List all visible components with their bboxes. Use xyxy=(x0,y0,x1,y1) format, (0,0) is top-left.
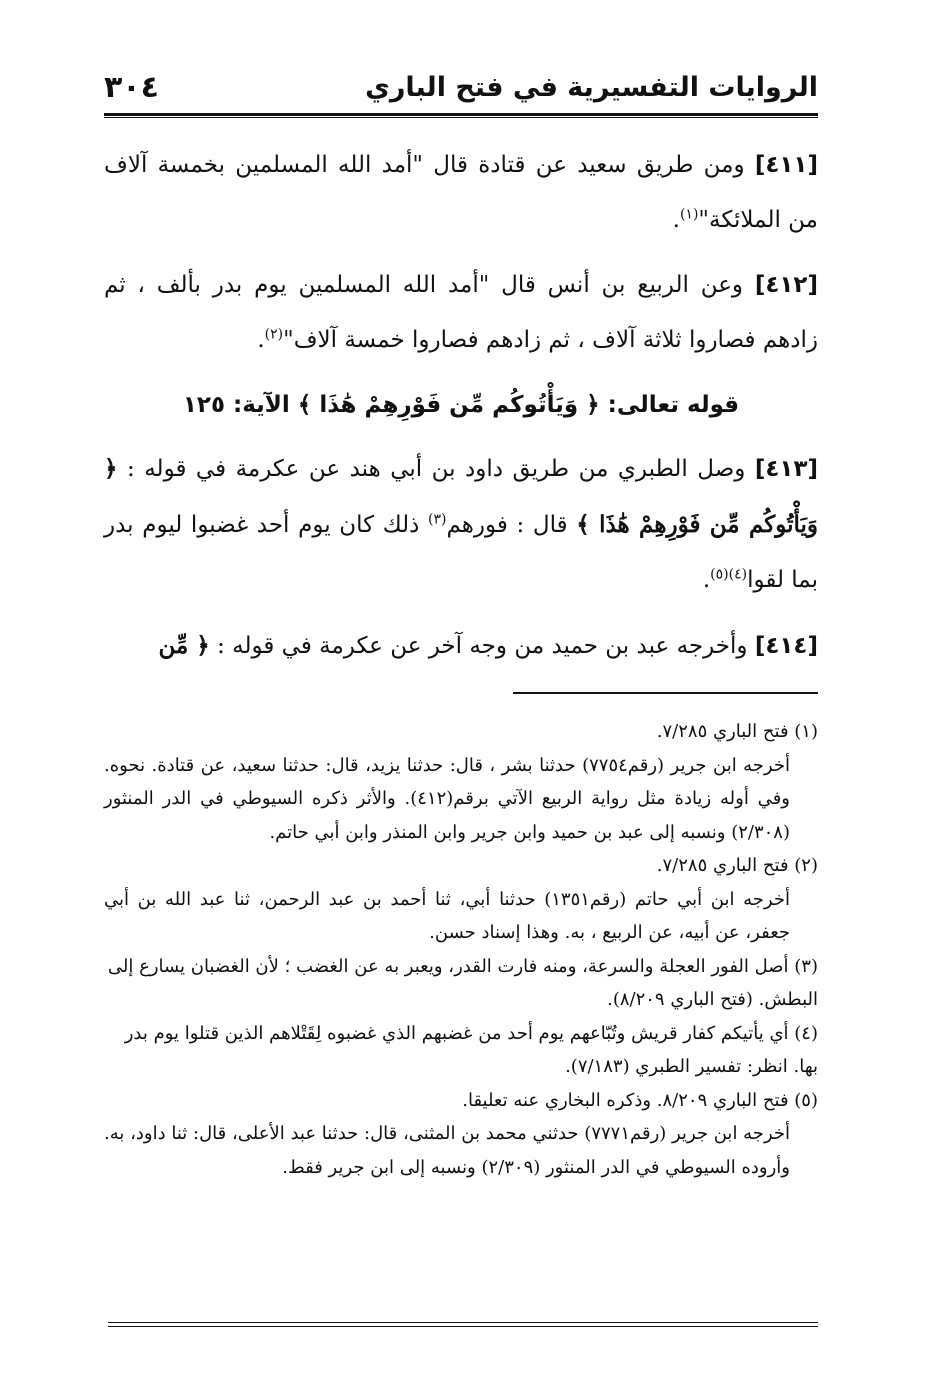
footnote-ref: (١) xyxy=(679,206,699,223)
paragraph-text: وصل الطبري من طريق داود بن أبي هند عن عكرمة في قوله : xyxy=(126,456,746,482)
bottom-rule xyxy=(108,1322,818,1327)
footnote-2-body: أخرجه ابن أبي حاتم (رقم١٣٥١) حدثنا أبي، ثنا أحمد بن عبد الرحمن، ثنا عبد الله بن أبي جعفر، عن أبيه، عن الربيع ، به. وهذا إسناد حسن. xyxy=(104,888,790,943)
paragraph-412 xyxy=(104,258,818,368)
paragraph-text: ذلك كان يوم أحد غضبوا ليوم بدر بما لقوا xyxy=(104,512,818,593)
paragraph-number: [٤١١] xyxy=(754,152,818,178)
footnote-1-body: أخرجه ابن جرير (رقم٧٧٥٤) حدثنا بشر ، قال: حدثنا يزيد، قال: حدثنا سعيد، عن قتادة. نحوه. وفي أوله زيادة مثل رواية الربيع الآتي برقم(٤١٢). والأثر ذكره السيوطي في الدر المنثور (٢/٣٠٨) ونسبه إلى عبد بن حميد وابن جرير وابن المنذر وابن أبي حاتم. xyxy=(104,754,790,843)
paragraph-411 xyxy=(104,138,818,248)
heading-verse: ﴿ وَيَأْتُوكُم مِّن فَوْرِهِمْ هَٰذَا ﴾ xyxy=(297,392,600,418)
heading-prefix: قوله تعالى: xyxy=(607,392,740,418)
paragraph-number: [٤١٤] xyxy=(754,633,818,659)
footnote-ref: (٤)(٥) xyxy=(710,566,748,583)
page-number: ٣٠٤ xyxy=(104,69,159,105)
main-text xyxy=(104,138,818,684)
paragraph-text: قال : فورهم xyxy=(446,512,568,538)
paragraph-end: . xyxy=(702,567,711,593)
paragraph-number: [٤١٢] xyxy=(754,272,818,298)
section-heading xyxy=(104,378,818,433)
footnote-2-head: (٢) فتح الباري ٧/٢٨٥. xyxy=(656,855,818,876)
paragraph-text: ومن طريق سعيد عن قتادة قال "أمد الله المسلمين بخمسة آلاف من الملائكة" xyxy=(104,152,818,233)
paragraph-text: وعن الربيع بن أنس قال "أمد الله المسلمين يوم بدر بألف ، ثم زادهم فصاروا ثلاثة آلاف ، ثم زادهم فصاروا خمسة آلاف" xyxy=(104,272,818,353)
paragraph-end: . xyxy=(257,327,265,353)
footnote-1-head: (١) فتح الباري ٧/٢٨٥. xyxy=(656,721,818,742)
footnote-4: (٤) أي يأتيكم كفار قريش وتُبّاعهم يوم أحد من غضبهم الذي غضبوه لِقَتْلاهم الذين قتلوا يوم بدر بها. انظر: تفسير الطبري (٧/١٨٣). xyxy=(124,1022,818,1077)
footnote-3: (٣) أصل الفور العجلة والسرعة، ومنه فارت القدر، ويعبر به عن الغضب ؛ لأن الغضبان يسارع إلى البطش. (فتح الباري ٨/٢٠٩). xyxy=(107,955,818,1010)
quran-verse: ﴿ مِّن xyxy=(158,632,210,659)
heading-suffix: الآية: ١٢٥ xyxy=(182,392,290,418)
page-header xyxy=(104,62,818,112)
footnote-separator xyxy=(513,692,818,694)
quran-verse: ﴿ وَيَأْتُوكُم مِّن فَوْرِهِمْ هَٰذَا ﴾ xyxy=(104,455,818,538)
footnote-5-body: أخرجه ابن جرير (رقم٧٧٧١) حدثني محمد بن المثنى، قال: حدثنا عبد الأعلى، قال: ثنا داود، به. وأروده السيوطي في الدر المنثور (٢/٣٠٩) ونسبه إلى ابن جرير فقط. xyxy=(104,1123,790,1178)
footnote-ref: (٣) xyxy=(428,511,447,528)
running-title: الروايات التفسيرية في فتح الباري xyxy=(365,71,818,103)
paragraph-414 xyxy=(104,618,818,674)
paragraph-number: [٤١٣] xyxy=(754,456,819,482)
header-rule xyxy=(104,113,818,118)
footnotes xyxy=(104,715,818,1184)
footnote-ref: (٢) xyxy=(264,326,284,343)
paragraph-end: . xyxy=(672,207,680,233)
paragraph-text: وأخرجه عبد بن حميد من وجه آخر عن عكرمة في قوله : xyxy=(217,633,748,659)
paragraph-413 xyxy=(104,441,818,608)
footnote-5-head: (٥) فتح الباري ٨/٢٠٩. وذكره البخاري عنه تعليقا. xyxy=(462,1089,818,1111)
